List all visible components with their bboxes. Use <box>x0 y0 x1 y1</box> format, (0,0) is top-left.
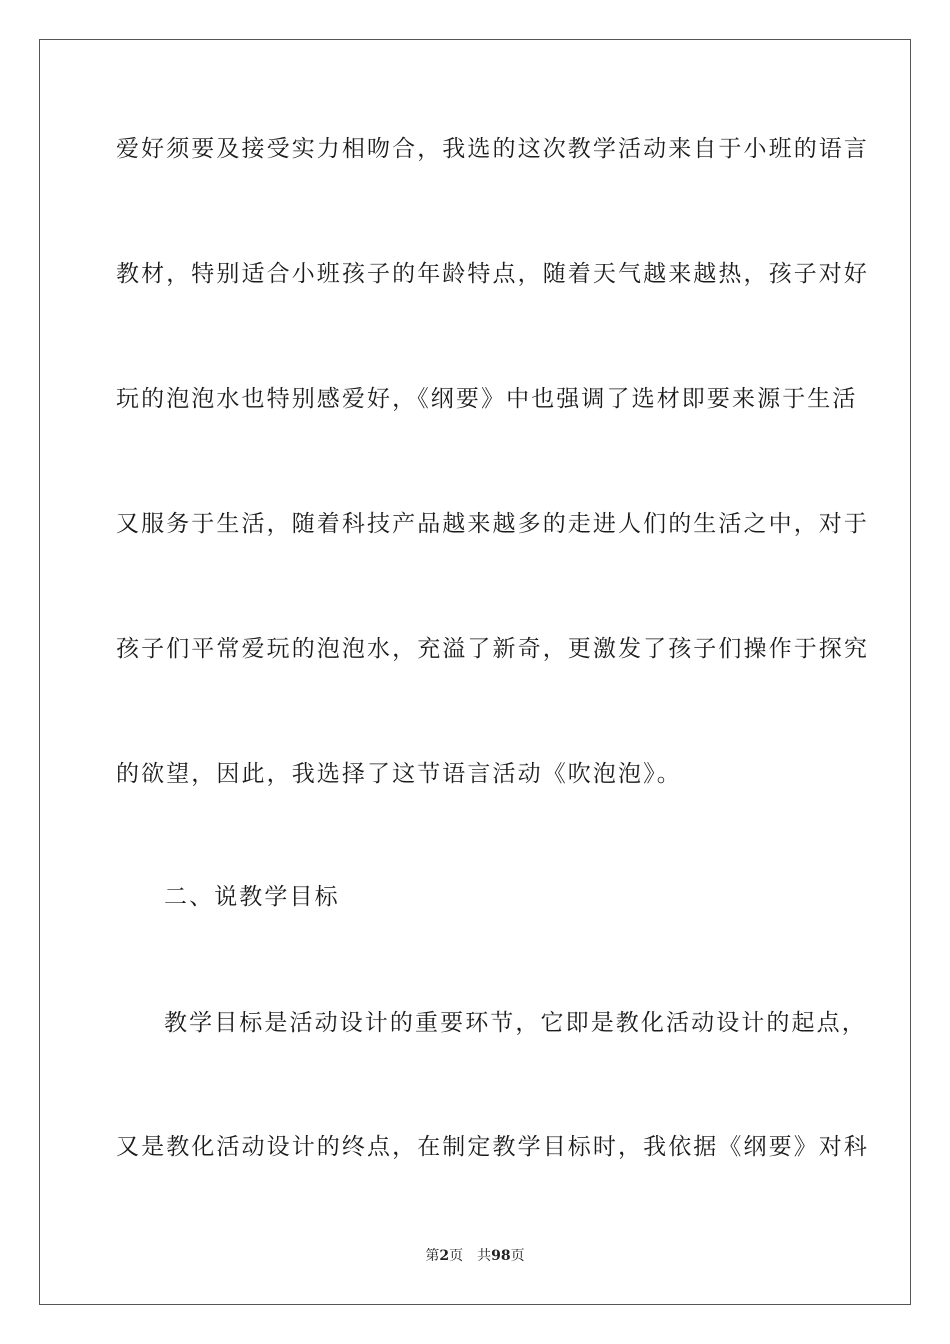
footer-page-suffix: 页 <box>449 1248 464 1264</box>
section-heading: 二、说教学目标 <box>164 884 340 910</box>
footer-page-number: 2 <box>439 1248 450 1264</box>
body-text-line-6: 的欲望，因此，我选择了这节语言活动《吹泡泡》。 <box>116 761 682 787</box>
body-text-line-5: 孩子们平常爱玩的泡泡水，充溢了新奇，更激发了孩子们操作于探究 <box>116 636 869 662</box>
page-footer <box>0 1246 950 1266</box>
footer-total-suffix: 页 <box>510 1248 525 1264</box>
page-border <box>39 39 911 1305</box>
body-text-line-3: 玩的泡泡水也特别感爱好，《纲要》中也强调了选材即要来源于生活 <box>116 386 858 412</box>
body-text-line-1: 爱好须要及接受实力相吻合，我选的这次教学活动来自于小班的语言 <box>116 136 869 162</box>
footer-total-prefix: 共 <box>477 1248 492 1264</box>
body-text-line-8: 又是教化活动设计的终点，在制定教学目标时，我依据《纲要》对科 <box>116 1134 869 1160</box>
footer-page-prefix: 第 <box>425 1248 440 1264</box>
body-text-line-2: 教材，特别适合小班孩子的年龄特点，随着天气越来越热，孩子对好 <box>116 261 869 287</box>
footer-total-pages: 98 <box>491 1248 511 1264</box>
body-text-line-7: 教学目标是活动设计的重要环节，它即是教化活动设计的起点， <box>164 1010 867 1036</box>
body-text-line-4: 又服务于生活，随着科技产品越来越多的走进人们的生活之中，对于 <box>116 511 869 537</box>
